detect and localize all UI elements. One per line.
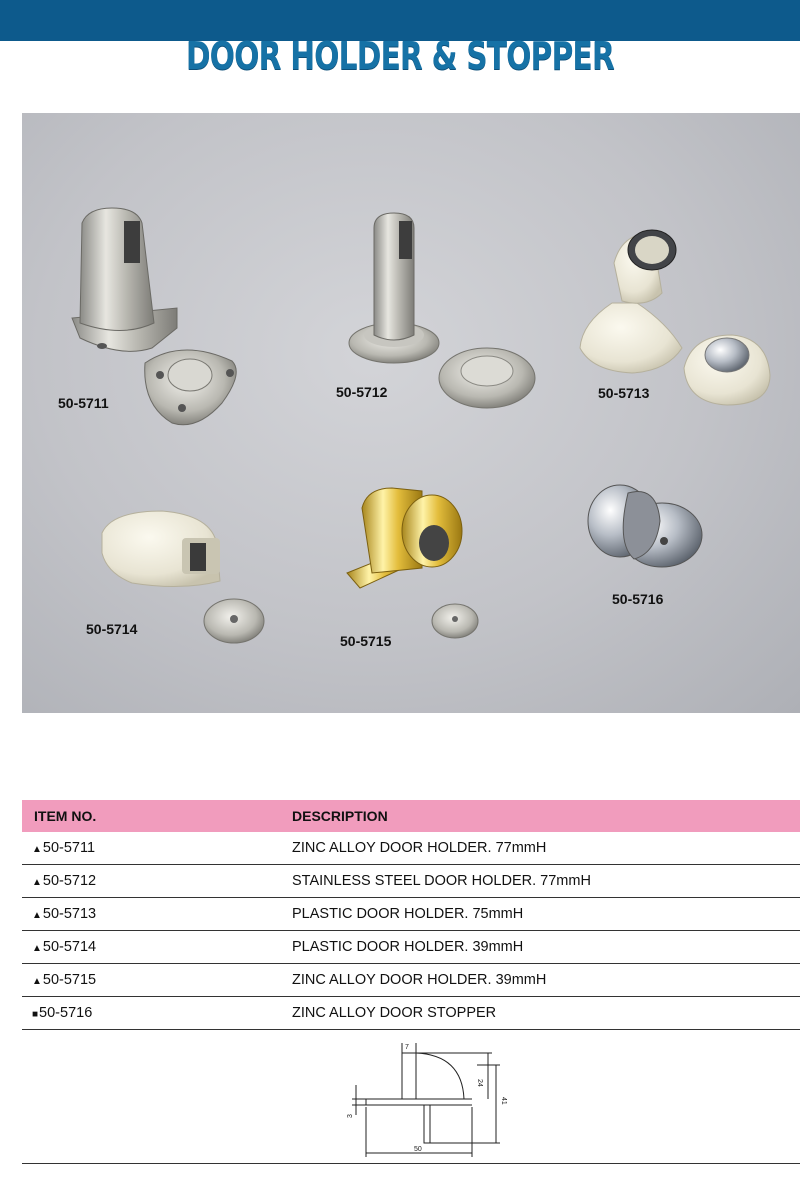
table-header	[22, 800, 800, 832]
dim-height-upper: 24	[476, 1079, 483, 1087]
table-row	[22, 931, 800, 964]
triangle-marker-icon: ▲	[32, 943, 42, 954]
item-number: 50-5714	[42, 939, 97, 955]
photo-label-50-5713: 50-5713	[598, 385, 650, 401]
product-50-5711	[72, 208, 236, 425]
square-marker-icon: ■	[32, 1009, 39, 1020]
photo-label-50-5712: 50-5712	[336, 384, 388, 400]
item-number: 50-5711	[42, 840, 96, 856]
triangle-marker-icon: ▲	[32, 910, 42, 921]
dim-top: 7	[405, 1044, 409, 1051]
dimension-drawing	[22, 1035, 800, 1163]
dim-height-total: 41	[500, 1097, 507, 1105]
page-title: DOOR HOLDER & STOPPER	[185, 34, 615, 78]
item-description: PLASTIC DOOR HOLDER. 75mmH	[292, 906, 524, 922]
dim-base: 3	[347, 1114, 354, 1118]
table-row	[22, 898, 800, 931]
table-row	[22, 997, 800, 1030]
item-description: ZINC ALLOY DOOR HOLDER. 77mmH	[292, 840, 547, 856]
technical-drawing	[22, 1035, 800, 1164]
product-50-5716	[588, 485, 702, 567]
photo-label-50-5716: 50-5716	[612, 591, 664, 607]
item-number: 50-5715	[42, 972, 97, 988]
item-number: 50-5713	[42, 906, 97, 922]
item-description: ZINC ALLOY DOOR STOPPER	[292, 1005, 497, 1021]
table-row	[22, 964, 800, 997]
table-row	[22, 832, 800, 865]
product-50-5715	[347, 488, 478, 638]
photo-label-50-5715: 50-5715	[340, 633, 392, 649]
item-description: ZINC ALLOY DOOR HOLDER. 39mmH	[292, 972, 547, 988]
product-illustration	[22, 113, 800, 713]
product-table	[22, 800, 800, 1030]
photo-label-50-5711: 50-5711	[58, 395, 109, 411]
product-50-5713	[580, 230, 770, 405]
item-description: STAINLESS STEEL DOOR HOLDER. 77mmH	[292, 873, 591, 889]
triangle-marker-icon: ▲	[32, 844, 42, 855]
triangle-marker-icon: ▲	[32, 976, 42, 987]
item-number: 50-5716	[39, 1005, 93, 1021]
product-50-5712	[349, 213, 535, 408]
table-row	[22, 865, 800, 898]
item-description: PLASTIC DOOR HOLDER. 39mmH	[292, 939, 524, 955]
header-description: DESCRIPTION	[292, 808, 388, 824]
header-item-no: ITEM NO.	[34, 808, 97, 824]
product-photo	[22, 113, 800, 713]
dim-width: 50	[414, 1146, 422, 1153]
triangle-marker-icon: ▲	[32, 877, 42, 888]
photo-label-50-5714: 50-5714	[86, 621, 138, 637]
item-number: 50-5712	[42, 873, 97, 889]
